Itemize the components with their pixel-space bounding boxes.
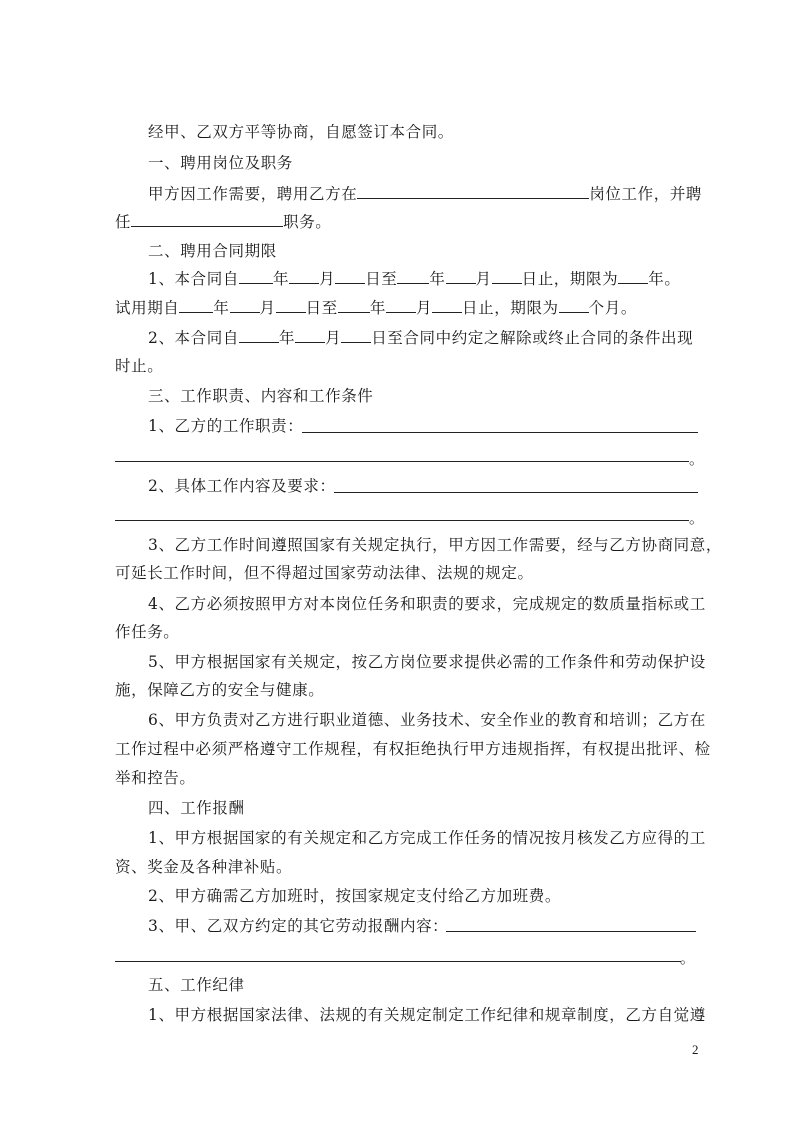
s3-item4-line2: 作任务。 bbox=[115, 623, 180, 641]
section-3-heading: 三、工作职责、内容和工作条件 bbox=[148, 387, 374, 405]
s3-item3-line2: 可延长工作时间，但不得超过国家劳动法律、法规的规定。 bbox=[115, 564, 534, 582]
s5-item1-line1: 1、甲方根据国家法律、法规的有关规定制定工作纪律和规章制度，乙方自觉遵 bbox=[148, 1006, 706, 1024]
open-start-month-blank[interactable] bbox=[295, 328, 325, 343]
s2-l2-t6: 日止，期限为 bbox=[462, 299, 559, 317]
other-pay-blank-1[interactable] bbox=[446, 931, 696, 932]
intro-paragraph: 经甲、乙双方平等协商，自愿签订本合同。 bbox=[148, 123, 454, 141]
s2-l1-t5: 月 bbox=[475, 270, 492, 288]
s2-l3-t2: 月 bbox=[325, 329, 342, 347]
s1-text-b: 岗位工作，并聘 bbox=[589, 185, 703, 203]
s4-item1-line1: 1、甲方根据国家的有关规定和乙方完成工作任务的情况按月核发乙方应得的工 bbox=[148, 829, 706, 847]
probation-start-month-blank[interactable] bbox=[230, 298, 260, 313]
duties-period: 。 bbox=[689, 450, 705, 468]
duties-blank-1[interactable] bbox=[302, 432, 698, 433]
probation-end-day-blank[interactable] bbox=[432, 298, 462, 313]
s1-text-d: 职务。 bbox=[283, 213, 332, 231]
open-start-day-blank[interactable] bbox=[341, 328, 371, 343]
s2-l3-t1: 年 bbox=[278, 329, 296, 347]
s2-l2-t3: 日至 bbox=[305, 299, 338, 317]
s2-line3b: 时止。 bbox=[115, 357, 164, 375]
s2-line2 bbox=[115, 298, 637, 318]
s3-item1-label: 1、乙方的工作职责： bbox=[148, 417, 304, 435]
probation-start-year-blank[interactable] bbox=[179, 298, 213, 313]
s2-line3 bbox=[148, 328, 693, 348]
s3-item4-line1: 4、乙方必须按照甲方对本岗位任务和职责的要求，完成规定的数质量指标或工 bbox=[148, 595, 706, 613]
duties-blank-2[interactable] bbox=[115, 461, 689, 462]
probation-end-month-blank[interactable] bbox=[386, 298, 416, 313]
s3-item5-line1: 5、甲方根据国家有关规定，按乙方岗位要求提供必需的工作条件和劳动保护设 bbox=[148, 653, 706, 671]
s2-l2-t0: 试用期自 bbox=[115, 299, 180, 317]
content-blank-1[interactable] bbox=[334, 492, 698, 493]
s2-l3-t3: 日至合同中约定之解除或终止合同的条件出现 bbox=[371, 329, 694, 347]
s4-item1-line2: 资、奖金及各种津补贴。 bbox=[115, 858, 293, 876]
other-pay-period: 。 bbox=[680, 949, 696, 967]
probation-months-blank[interactable] bbox=[559, 298, 589, 313]
s2-l1-t7: 年。 bbox=[648, 270, 681, 288]
section-2-heading: 二、聘用合同期限 bbox=[148, 242, 277, 260]
s3-item6-line3: 举和控告。 bbox=[115, 769, 196, 787]
s1-line1 bbox=[148, 184, 702, 204]
title-blank[interactable] bbox=[131, 212, 283, 227]
end-day-blank[interactable] bbox=[492, 269, 522, 284]
s2-l1-t6: 日止，期限为 bbox=[521, 270, 619, 288]
s2-l1-t3: 日至 bbox=[365, 270, 398, 288]
content-blank-2[interactable] bbox=[115, 520, 689, 521]
other-pay-blank-2[interactable] bbox=[115, 961, 681, 962]
s2-l2-t7: 个月。 bbox=[588, 299, 637, 317]
s2-l2-t2: 月 bbox=[259, 299, 276, 317]
start-day-blank[interactable] bbox=[335, 269, 365, 284]
page-number: 2 bbox=[692, 1042, 699, 1057]
s3-item3-line1: 3、乙方工作时间遵照国家有关规定执行，甲方因工作需要，经与乙方协商同意， bbox=[148, 536, 722, 554]
section-4-heading: 四、工作报酬 bbox=[148, 799, 245, 817]
start-month-blank[interactable] bbox=[289, 269, 319, 284]
s3-item5-line2: 施，保障乙方的安全与健康。 bbox=[115, 681, 325, 699]
s2-l1-t0: 1、本合同自 bbox=[148, 270, 239, 288]
s2-l1-t1: 年 bbox=[272, 270, 290, 288]
s3-item6-line1: 6、甲方负责对乙方进行职业道德、业务技术、安全作业的教育和培训；乙方在 bbox=[148, 711, 706, 729]
s3-item6-line2: 工作过程中必须严格遵守工作规程，有权拒绝执行甲方违规指挥，有权提出批评、检 bbox=[115, 740, 711, 758]
start-year-blank[interactable] bbox=[239, 269, 273, 284]
s2-l1-t4: 年 bbox=[429, 270, 446, 288]
s1-line2 bbox=[115, 212, 331, 232]
open-start-year-blank[interactable] bbox=[239, 328, 279, 343]
s2-l2-t1: 年 bbox=[213, 299, 230, 317]
s1-text-c: 任 bbox=[115, 213, 132, 231]
s4-item2: 2、甲方确需乙方加班时，按国家规定支付给乙方加班费。 bbox=[148, 887, 561, 905]
s4-item3-label: 3、甲、乙双方约定的其它劳动报酬内容： bbox=[148, 917, 449, 935]
s1-text-a: 甲方因工作需要，聘用乙方在 bbox=[148, 185, 358, 203]
term-years-blank[interactable] bbox=[618, 269, 648, 284]
content-period: 。 bbox=[689, 509, 705, 527]
s2-l1-t2: 月 bbox=[319, 270, 336, 288]
s2-line1 bbox=[148, 269, 680, 289]
section-5-heading: 五、工作纪律 bbox=[148, 976, 245, 994]
s2-l2-t5: 月 bbox=[415, 299, 433, 317]
end-month-blank[interactable] bbox=[446, 269, 476, 284]
probation-end-year-blank[interactable] bbox=[338, 298, 370, 313]
s2-l2-t4: 年 bbox=[369, 299, 386, 317]
probation-start-day-blank[interactable] bbox=[276, 298, 306, 313]
s3-item2-label: 2、具体工作内容及要求： bbox=[148, 477, 336, 495]
position-blank[interactable] bbox=[357, 184, 589, 199]
end-year-blank[interactable] bbox=[397, 269, 429, 284]
section-1-heading: 一、聘用岗位及职务 bbox=[148, 154, 293, 172]
s2-l3-t0: 2、本合同自 bbox=[148, 329, 239, 347]
